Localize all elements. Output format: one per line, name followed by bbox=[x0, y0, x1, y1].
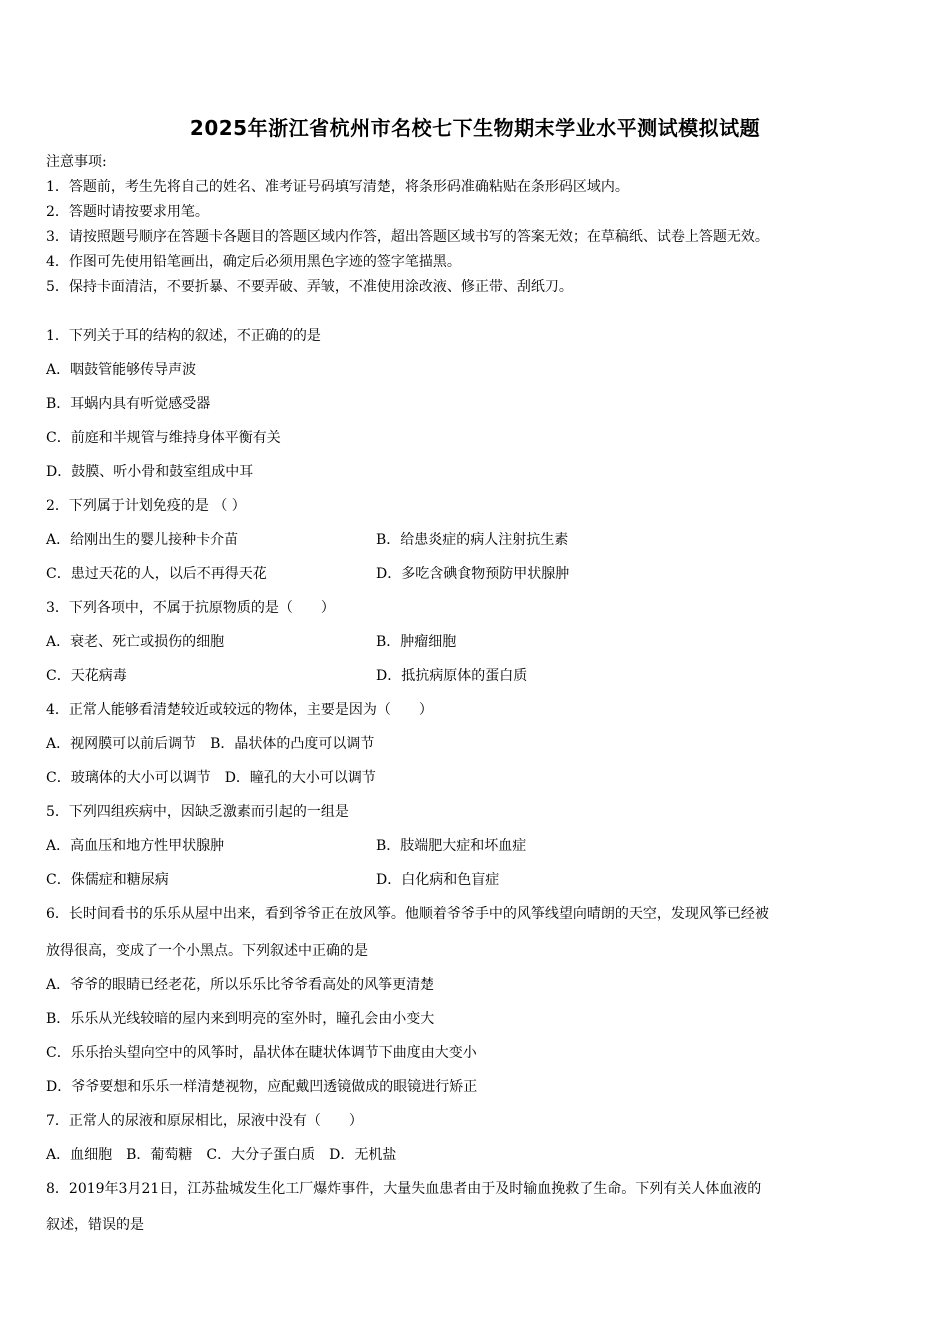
question-1-stem: 1．下列关于耳的结构的叙述，不正确的的是 bbox=[46, 328, 321, 344]
question-1-option-d: D．鼓膜、听小骨和鼓室组成中耳 bbox=[46, 464, 254, 480]
question-7-stem: 7．正常人的尿液和原尿相比，尿液中没有（ ） bbox=[46, 1113, 363, 1129]
question-6-option-b: B．乐乐从光线较暗的屋内来到明亮的室外时，瞳孔会由小变大 bbox=[46, 1011, 435, 1027]
question-2-stem: 2．下列属于计划免疫的是 （ ） bbox=[46, 498, 246, 514]
question-8-stem-line-1: 8．2019年3月21日，江苏盐城发生化工厂爆炸事件，大量失血患者由于及时输血挽救了生命。下列有关人体血液的 bbox=[46, 1181, 762, 1197]
notice-item-4: 4．作图可先使用铅笔画出，确定后必须用黑色字迹的签字笔描黑。 bbox=[46, 254, 461, 270]
question-6-option-a: A．爷爷的眼睛已经老花，所以乐乐比爷爷看高处的风筝更清楚 bbox=[46, 977, 435, 993]
notice-heading: 注意事项: bbox=[46, 154, 107, 170]
question-1-option-c: C．前庭和半规管与维持身体平衡有关 bbox=[46, 430, 281, 446]
question-3-option-a: A．衰老、死亡或损伤的细胞 bbox=[46, 634, 225, 650]
question-3-option-c: C．天花病毒 bbox=[46, 668, 127, 684]
question-5-option-a: A．高血压和地方性甲状腺肿 bbox=[46, 838, 225, 854]
notice-item-2: 2．答题时请按要求用笔。 bbox=[46, 204, 209, 220]
question-6-stem-line-1: 6．长时间看书的乐乐从屋中出来，看到爷爷正在放风筝。他顺着爷爷手中的风筝线望向晴朗的天空，发现风筝已经被 bbox=[46, 906, 769, 922]
question-1-option-a: A．咽鼓管能够传导声波 bbox=[46, 362, 197, 378]
question-4-options-cd: C．玻璃体的大小可以调节 D．瞳孔的大小可以调节 bbox=[46, 770, 376, 786]
question-5-option-d: D．白化病和色盲症 bbox=[376, 872, 500, 888]
question-6-stem-line-2: 放得很高，变成了一个小黑点。下列叙述中正确的是 bbox=[46, 943, 368, 959]
question-2-option-a: A．给刚出生的婴儿接种卡介苗 bbox=[46, 532, 239, 548]
question-7-options: A．血细胞 B．葡萄糖 C．大分子蛋白质 D．无机盐 bbox=[46, 1147, 397, 1163]
question-2-option-b: B．给患炎症的病人注射抗生素 bbox=[376, 532, 569, 548]
question-6-option-c: C．乐乐抬头望向空中的风筝时，晶状体在睫状体调节下曲度由大变小 bbox=[46, 1045, 477, 1061]
question-8-stem-line-2: 叙述，错误的是 bbox=[46, 1217, 144, 1233]
question-4-options-ab: A．视网膜可以前后调节 B．晶状体的凸度可以调节 bbox=[46, 736, 375, 752]
notice-item-3: 3．请按照题号顺序在答题卡各题目的答题区域内作答，超出答题区域书写的答案无效；在草稿纸、试卷上答题无效。 bbox=[46, 229, 769, 245]
question-3-stem: 3．下列各项中，不属于抗原物质的是（ ） bbox=[46, 600, 335, 616]
question-2-option-c: C．患过天花的人，以后不再得天花 bbox=[46, 566, 267, 582]
question-3-option-d: D．抵抗病原体的蛋白质 bbox=[376, 668, 528, 684]
question-3-option-b: B．肿瘤细胞 bbox=[376, 634, 457, 650]
question-5-stem: 5．下列四组疾病中，因缺乏激素而引起的一组是 bbox=[46, 804, 349, 820]
notice-item-5: 5．保持卡面清洁，不要折暴、不要弄破、弄皱，不准使用涂改液、修正带、刮纸刀。 bbox=[46, 279, 573, 295]
question-1-option-b: B．耳蜗内具有听觉感受器 bbox=[46, 396, 211, 412]
question-5-option-b: B．肢端肥大症和坏血症 bbox=[376, 838, 527, 854]
question-4-stem: 4．正常人能够看清楚较近或较远的物体，主要是因为（ ） bbox=[46, 702, 433, 718]
question-5-option-c: C．侏儒症和糖尿病 bbox=[46, 872, 169, 888]
question-2-option-d: D．多吃含碘食物预防甲状腺肿 bbox=[376, 566, 570, 582]
question-6-option-d: D．爷爷要想和乐乐一样清楚视物，应配戴凹透镜做成的眼镜进行矫正 bbox=[46, 1079, 478, 1095]
notice-item-1: 1．答题前，考生先将自己的姓名、准考证号码填写清楚，将条形码准确粘贴在条形码区域内。 bbox=[46, 179, 629, 195]
page-title: 2025年浙江省杭州市名校七下生物期末学业水平测试模拟试题 bbox=[189, 116, 761, 140]
